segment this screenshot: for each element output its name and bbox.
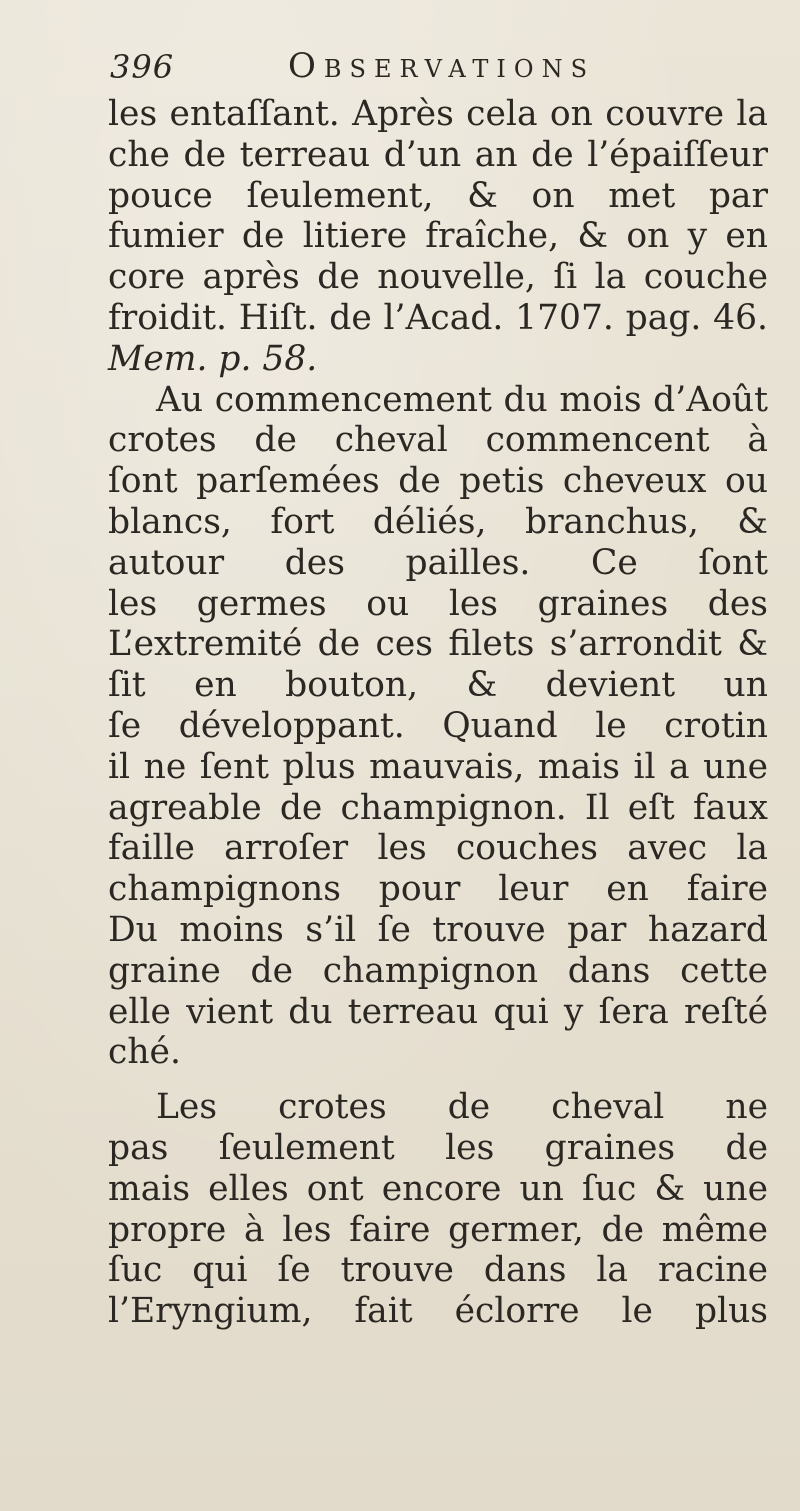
paragraph-gap <box>108 1073 768 1087</box>
text-line: mais elles ont encore un ſuc & une <box>108 1168 768 1209</box>
text-line: pas ſeulement les graines de <box>108 1127 768 1168</box>
text-line: fumier de litiere fraîche, & on y en <box>108 216 768 257</box>
text-line: core après de nouvelle, ſi la couche <box>108 257 768 298</box>
text-line: faille arroſer les couches avec la <box>108 828 768 869</box>
text-line: ſit en bouton, & devient un <box>108 665 768 706</box>
text-line: ché. <box>108 1032 181 1073</box>
text-line: Du moins s’il ſe trouve par hazard <box>108 909 768 950</box>
text-line: champignons pour leur en faire <box>108 869 768 910</box>
text-line: L’extremité de ces filets s’arrondit & <box>108 624 768 665</box>
text-line: ſe développant. Quand le crotin <box>108 705 768 746</box>
running-title: Observations <box>288 46 596 86</box>
text-body <box>108 94 768 1332</box>
text-line: ſuc qui ſe trouve dans la racine <box>108 1250 768 1291</box>
page-header <box>110 44 710 96</box>
text-line: les entaſſant. Après cela on couvre la <box>108 94 768 134</box>
text-line: Les crotes de cheval ne <box>156 1087 768 1128</box>
text-line: froidit. Hiſt. de l’Acad. 1707. pag. 46. <box>108 297 768 338</box>
text-line: pouce ſeulement, & on met par <box>108 175 768 216</box>
paragraph-3 <box>108 1087 768 1332</box>
text-line: che de terreau d’un an de l’épaiſſeur <box>108 134 768 175</box>
text-line: Au commencement du mois d’Août <box>156 379 768 420</box>
text-line: il ne ſent plus mauvais, mais il a une <box>108 746 768 787</box>
text-line: elle vient du terreau qui y ſera reſté <box>108 991 768 1032</box>
text-line: blancs, fort déliés, branchus, & <box>108 501 768 542</box>
paragraph-2 <box>108 380 768 1074</box>
text-line: Mem. p. 58. <box>108 338 318 379</box>
text-line: crotes de cheval commencent à <box>108 420 768 461</box>
text-line: ſont parſemées de petis cheveux ou <box>108 461 768 502</box>
text-line: agreable de champignon. Il eſt faux <box>108 787 768 828</box>
paragraph-1 <box>108 94 768 380</box>
text-line: propre à les faire germer, de même <box>108 1209 768 1250</box>
text-line: graine de champignon dans cette <box>108 950 768 991</box>
page-number: 396 <box>110 48 175 86</box>
text-line: autour des pailles. Ce ſont <box>108 542 768 583</box>
text-line: les germes ou les graines des <box>108 583 768 624</box>
text-line: l’Eryngium, fait éclorre le plus <box>108 1291 768 1332</box>
